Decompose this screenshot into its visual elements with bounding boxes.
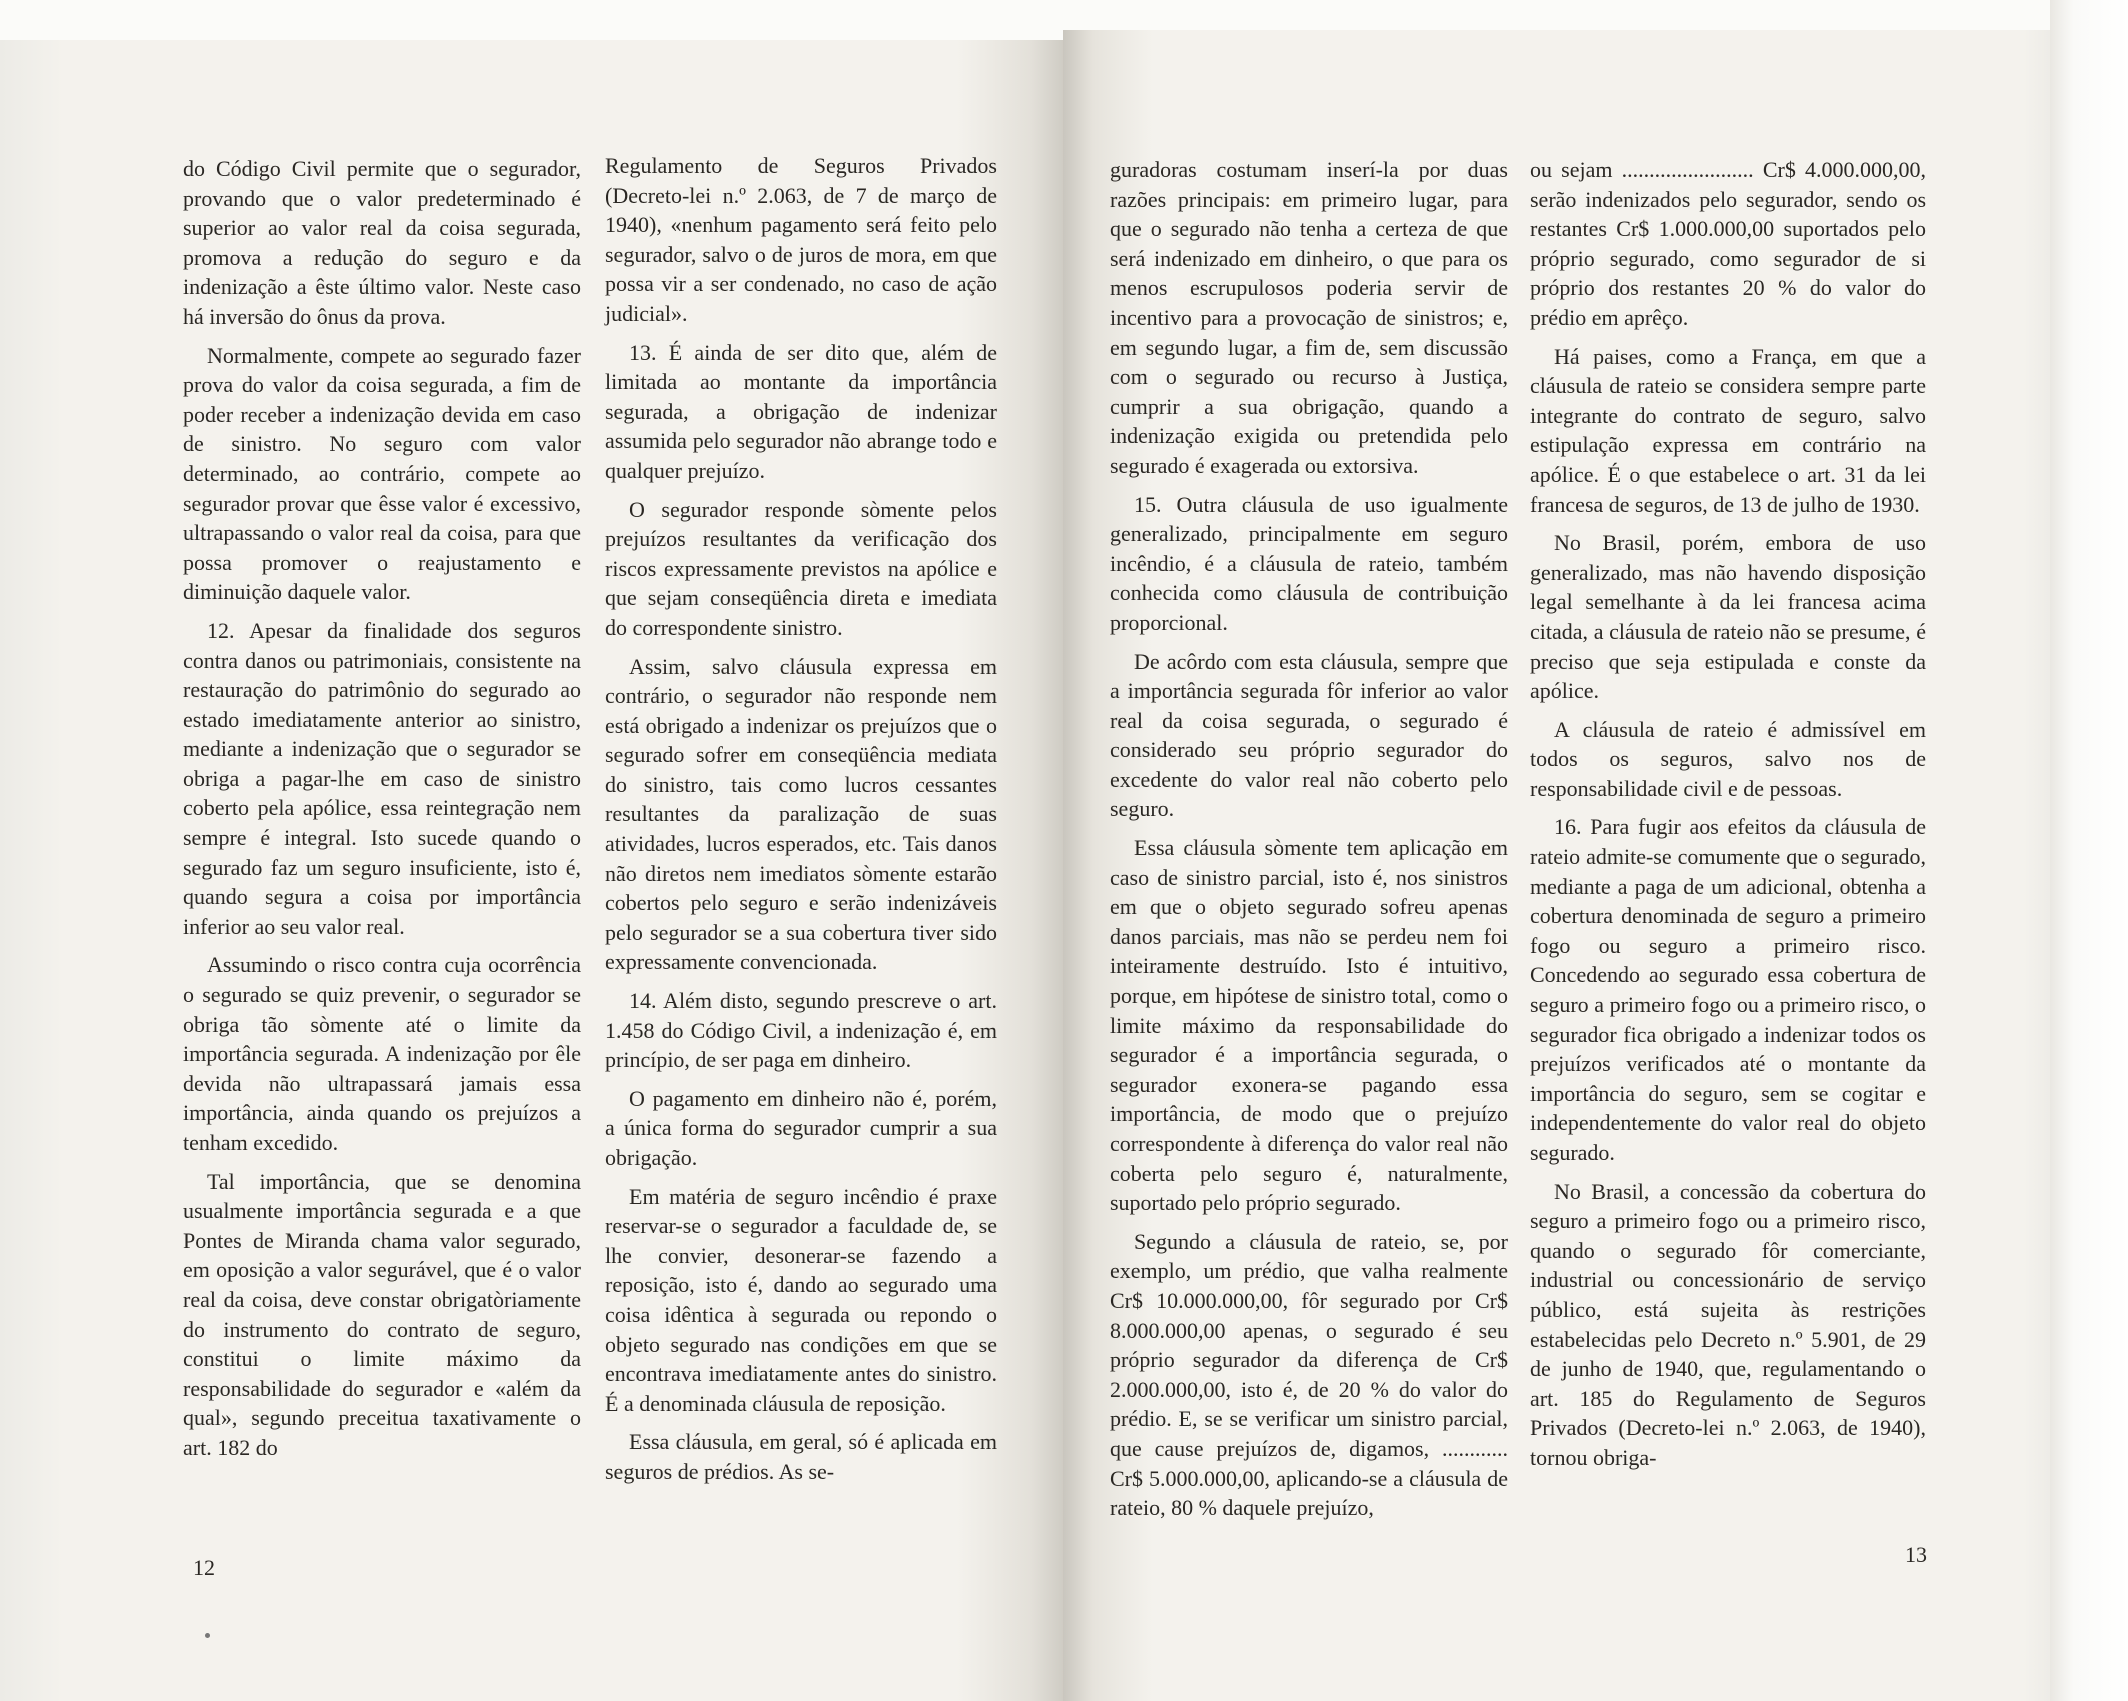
- paragraph: 15. Outra cláusula de uso igualmente generalizado, principalmente em seguro incêndio, é a cláusula de rateio, também conhecida como cláusula de contribuição proporcional.: [1110, 491, 1508, 635]
- paragraph: Tal importância, que se denomina usualmente importância segurada e a que Pontes de Miranda chama valor segurado, em oposição a valor segurável, que é o valor real da coisa, deve constar obrigatòriamente do instrumento do contrato de seguro, constitui o limite máximo da responsabilidade do segurador e «além da qual», segundo preceitua taxativamente o art. 182 do: [183, 1168, 581, 1460]
- right-page-column-1: [1110, 155, 1508, 1532]
- paragraph: 14. Além disto, segundo prescreve o art. 1.458 do Código Civil, a indenização é, em princípio, de ser paga em dinheiro.: [605, 988, 997, 1073]
- paragraph: No Brasil, porém, embora de uso generalizado, mas não havendo disposição legal semelhante à da lei francesa acima citada, a cláusula de rateio não se presume, é preciso que seja estipulada e conste da apólice.: [1530, 530, 1926, 704]
- paragraph: ou sejam ........................ Cr$ 4.000.000,00, serão indenizados pelo segurador, sendo os restantes Cr$ 1.000.000,00 suportados pelo próprio segurado, como segurador de si próprio dos restantes 20 % do valor do prédio em aprêço.: [1530, 157, 1926, 330]
- paragraph: Em matéria de seguro incêndio é praxe reservar-se o segurador a faculdade de, se lhe convier, desonerar-se fazendo a reposição, isto é, dando ao segurado uma coisa idêntica à segurada ou repondo o objeto segurado nas condições em que se encontrava imediatamente antes do sinistro. É a denominada cláusula de reposição.: [605, 1183, 997, 1416]
- paragraph: Há paises, como a França, em que a cláusula de rateio se considera sempre parte integrante do contrato de seguro, salvo estipulação expressa em contrário na apólice. É o que estabelece o art. 31 da lei francesa de seguros, de 13 de julho de 1930.: [1530, 343, 1926, 517]
- paragraph: Regulamento de Seguros Privados (Decreto-lei n.º 2.063, de 7 de março de 1940), «nenhum pagamento será feito pelo segurador, salvo o de juros de mora, em que possa vir a ser condenado, no caso de ação judicial».: [605, 153, 997, 326]
- paragraph: Essa cláusula, em geral, só é aplicada em seguros de prédios. As se-: [605, 1429, 997, 1484]
- paragraph: Normalmente, compete ao segurado fazer prova do valor da coisa segurada, a fim de poder receber a indenização devida em caso de sinistro. No seguro com valor determinado, ao contrário, compete ao segurador provar que êsse valor é excessivo, ultrapassando o valor real da coisa, para que possa promover o reajustamento e diminuição daquele valor.: [183, 342, 581, 605]
- paragraph: Assumindo o risco contra cuja ocorrência o segurado se quiz prevenir, o segurador se obriga tão sòmente até o limite da importância segurada. A indenização por êle devida não ultrapassará jamais essa importância, ainda quando os prejuízos a tenham excedido.: [183, 952, 581, 1155]
- paragraph: 12. Apesar da finalidade dos seguros contra danos ou patrimoniais, consistente na restauração do patrimônio do segurado ao estado imediatamente anterior ao sinistro, mediante a indenização que o segurador se obriga a pagar-lhe em caso de sinistro coberto pela apólice, essa reintegração nem sempre é integral. Isto sucede quando o segurado faz um seguro insuficiente, isto é, quando segura a coisa por importância inferior ao seu valor real.: [183, 617, 581, 939]
- paragraph: Essa cláusula sòmente tem aplicação em caso de sinistro parcial, isto é, nos sinistros em que o objeto segurado sofreu apenas danos parciais, mas não se perdeu nem foi inteiramente destruído. Isto é intuitivo, porque, em hipótese de sinistro total, como o limite máximo da responsabilidade do segurador é a importância segurada, o segurador exonera-se pagando essa importância, de modo que o prejuízo correspondente à diferença do valor real não coberta pelo seguro é, naturalmente, suportado pelo próprio segurado.: [1110, 835, 1508, 1216]
- paragraph: do Código Civil permite que o segurador, provando que o valor predeterminado é superior ao valor real da coisa segurada, promova a redução do seguro e da indenização a êste último valor. Neste caso há inversão do ônus da prova.: [183, 156, 581, 329]
- paragraph: No Brasil, a concessão da cobertura do seguro a primeiro fogo ou a primeiro risco, quando o segurado fôr comerciante, industrial ou concessionário de serviço público, está sujeita às restrições estabelecidas pelo Decreto n.º 5.901, de 29 de junho de 1940, que, regulamentando o art. 185 do Regulamento de Seguros Privados (Decreto-lei n.º 2.063, de 1940), tornou obriga-: [1530, 1178, 1926, 1470]
- paragraph: A cláusula de rateio é admissível em todos os seguros, salvo nos de responsabilidade civil e de pessoas.: [1530, 716, 1926, 801]
- paragraph: 13. É ainda de ser dito que, além de limitada ao montante da importância segurada, a obrigação de indenizar assumida pelo segurador não abrange todo e qualquer prejuízo.: [605, 339, 997, 483]
- paragraph: De acôrdo com esta cláusula, sempre que a importância segurada fôr inferior ao valor real da coisa segurada, o segurado é considerado seu próprio segurador do excedente do valor real não coberto pelo seguro.: [1110, 648, 1508, 822]
- ink-speck: [205, 1633, 210, 1638]
- page-edge: [2050, 0, 2128, 1701]
- paragraph: Assim, salvo cláusula expressa em contrário, o segurador não responde nem está obrigado a indenizar os prejuízos que o segurado sofrer em conseqüência mediata do sinistro, tais como lucros cessantes resultantes da paralização de suas atividades, lucros esperados, etc. Tais danos não diretos nem imediatos sòmente estarão cobertos pelo seguro e serão indenizáveis pelo segurador se a sua cobertura tiver sido expressamente convencionada.: [605, 653, 997, 975]
- paragraph: Segundo a cláusula de rateio, se, por exemplo, um prédio, que valha realmente Cr$ 10.000.000,00, fôr segurado por Cr$ 8.000.000,00 apenas, o segurado é seu próprio segurador da diferença de Cr$ 2.000.000,00, isto é, de 20 % do valor do prédio. E, se se verificar um sinistro parcial, que cause prejuízos de, digamos, ............ Cr$ 5.000.000,00, aplicando-se a cláusula de rateio, 80 % daquele prejuízo,: [1110, 1228, 1508, 1521]
- paragraph: guradoras costumam inserí-la por duas razões principais: em primeiro lugar, para que o segurado não tenha a certeza de que será indenizado em dinheiro, o que para os menos escrupulosos poderia servir de incentivo para a provocação de sinistros; e, em segundo lugar, a fim de, sem discussão com o segurado ou recurso à Justiça, cumprir a sua obrigação, quando a indenização exigida ou pretendida pelo segurado é exagerada ou extorsiva.: [1110, 157, 1508, 478]
- left-page-column-1: [183, 154, 581, 1472]
- paragraph: 16. Para fugir aos efeitos da cláusula de rateio admite-se comumente que o segurado, mediante a paga de um adicional, obtenha a cobertura denominada de seguro a primeiro fogo ou seguro a primeiro risco. Concedendo ao segurado essa cobertura de seguro a primeiro fogo ou a primeiro risco, o segurador fica obrigado a indenizar todos os prejuízos verificados até o montante da importância do seguro, sem se cogitar e independentemente do valor real do objeto segurado.: [1530, 814, 1926, 1165]
- paragraph: O pagamento em dinheiro não é, porém, a única forma do segurador cumprir a sua obrigação.: [605, 1085, 997, 1170]
- page-number-left: 12: [193, 1555, 215, 1580]
- paragraph: O segurador responde sòmente pelos prejuízos resultantes da verificação dos riscos expressamente previstos na apólice e que sejam conseqüência direta e imediata do correspondente sinistro.: [605, 496, 997, 640]
- right-page-column-2: [1530, 155, 1926, 1482]
- left-page-column-2: [605, 151, 997, 1496]
- page-number-right: 13: [1905, 1542, 1927, 1567]
